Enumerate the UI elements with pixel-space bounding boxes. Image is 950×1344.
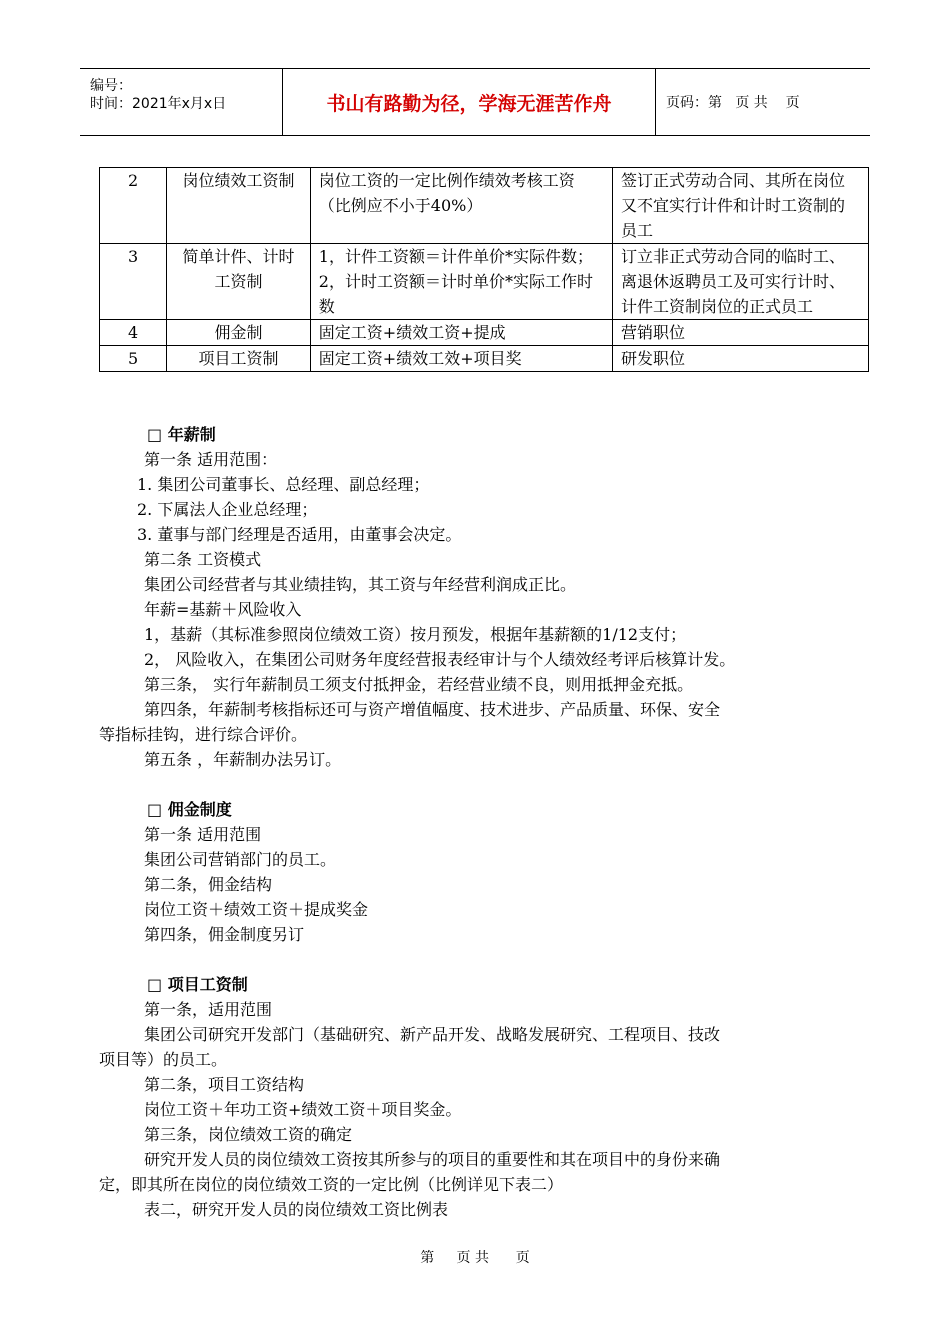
- row-content: 固定工资+绩效工效+项目奖: [310, 346, 612, 372]
- paragraph: 第二条，项目工资结构: [144, 1075, 305, 1094]
- paragraph: 第三条，岗位绩效工资的确定: [144, 1125, 353, 1144]
- header-meta: [80, 69, 283, 135]
- row-system-name: 岗位绩效工资制: [167, 168, 311, 244]
- row-content: 固定工资+绩效工资+提成: [310, 320, 612, 346]
- spacer: [99, 772, 839, 797]
- paragraph: 第一条 适用范围：: [144, 450, 278, 469]
- paragraph: 定，即其所在岗位的岗位绩效工资的一定比例（比例详见下表二）: [99, 1175, 564, 1194]
- paragraph: 第四条，佣金制度另订: [144, 925, 305, 944]
- header-page-label: 页码：第 页 共 页: [666, 95, 800, 111]
- row-content: 岗位工资的一定比例作绩效考核工资（比例应不小于40%）: [310, 168, 612, 244]
- paragraph: 2， 风险收入，在集团公司财务年度经营报表经审计与个人绩效经考评后核算计发。: [144, 650, 736, 669]
- table-row: [100, 346, 869, 372]
- paragraph: 表二，研究开发人员的岗位绩效工资比例表: [144, 1200, 449, 1219]
- row-scope: 订立非正式劳动合同的临时工、离退休返聘员工及可实行计时、计件工资制岗位的正式员工: [612, 244, 868, 320]
- paragraph: 岗位工资＋年功工资+绩效工资＋项目奖金。: [144, 1100, 462, 1119]
- doc-number-label: 编号：: [90, 78, 132, 94]
- paragraph: 岗位工资＋绩效工资＋提成奖金: [144, 900, 369, 919]
- row-system-name: 简单计件、计时工资制: [167, 244, 311, 320]
- paragraph: 第一条，适用范围: [144, 1000, 273, 1019]
- paragraph: 研究开发人员的岗位绩效工资按其所参与的项目的重要性和其在项目中的身份来确: [144, 1150, 721, 1169]
- paragraph: 第一条 适用范围: [144, 825, 262, 844]
- paragraph: 等指标挂钩，进行综合评价。: [99, 725, 308, 744]
- row-number: 2: [100, 168, 167, 244]
- paragraph: 第二条，佣金结构: [144, 875, 273, 894]
- section-title-project-salary: □ 项目工资制: [147, 975, 248, 994]
- paragraph: 第五条 ，年薪制办法另订。: [144, 750, 342, 769]
- row-number: 5: [100, 346, 167, 372]
- paragraph: 年薪=基薪＋风险收入: [144, 600, 302, 619]
- document-body: [99, 422, 839, 1222]
- row-scope: 营销职位: [612, 320, 868, 346]
- list-item: 2. 下属法人企业总经理；: [137, 500, 318, 519]
- paragraph: 集团公司经营者与其业绩挂钩，其工资与年经营利润成正比。: [144, 575, 577, 594]
- list-item: 3. 董事与部门经理是否适用，由董事会决定。: [137, 525, 462, 544]
- row-scope: 研发职位: [612, 346, 868, 372]
- list-item: 1. 集团公司董事长、总经理、副总经理；: [137, 475, 430, 494]
- paragraph: 集团公司研究开发部门（基础研究、新产品开发、战略发展研究、工程项目、技改: [144, 1025, 721, 1044]
- row-system-name: 佣金制: [167, 320, 311, 346]
- header-motto: 书山有路勤为径，学海无涯苦作舟: [283, 69, 656, 135]
- paragraph: 第二条 工资模式: [144, 550, 262, 569]
- doc-date-label: 时间：2021年x月x日: [90, 96, 227, 112]
- spacer: [99, 947, 839, 972]
- table-row: [100, 244, 869, 320]
- table-row: [100, 168, 869, 244]
- paragraph: 集团公司营销部门的员工。: [144, 850, 337, 869]
- page-footer: 第 页 共 页: [420, 1250, 530, 1266]
- table-row: [100, 320, 869, 346]
- salary-system-table: [99, 167, 869, 372]
- section-title-commission: □ 佣金制度: [147, 800, 232, 819]
- row-system-name: 项目工资制: [167, 346, 311, 372]
- row-content: 1，计件工资额＝计件单价*实际件数； 2，计时工资额＝计时单价*实际工作时数: [310, 244, 612, 320]
- row-number: 4: [100, 320, 167, 346]
- row-number: 3: [100, 244, 167, 320]
- paragraph: 项目等）的员工。: [99, 1050, 228, 1069]
- page-header: [80, 68, 870, 136]
- paragraph: 第三条， 实行年薪制员工须支付抵押金，若经营业绩不良，则用抵押金充抵。: [144, 675, 694, 694]
- paragraph: 第四条，年薪制考核指标还可与资产增值幅度、技术进步、产品质量、环保、安全: [144, 700, 721, 719]
- row-scope: 签订正式劳动合同、其所在岗位又不宜实行计件和计时工资制的员工: [612, 168, 868, 244]
- paragraph: 1，基薪（其标准参照岗位绩效工资）按月预发，根据年基薪额的1/12支付；: [144, 625, 687, 644]
- section-title-annual-salary: □ 年薪制: [147, 425, 216, 444]
